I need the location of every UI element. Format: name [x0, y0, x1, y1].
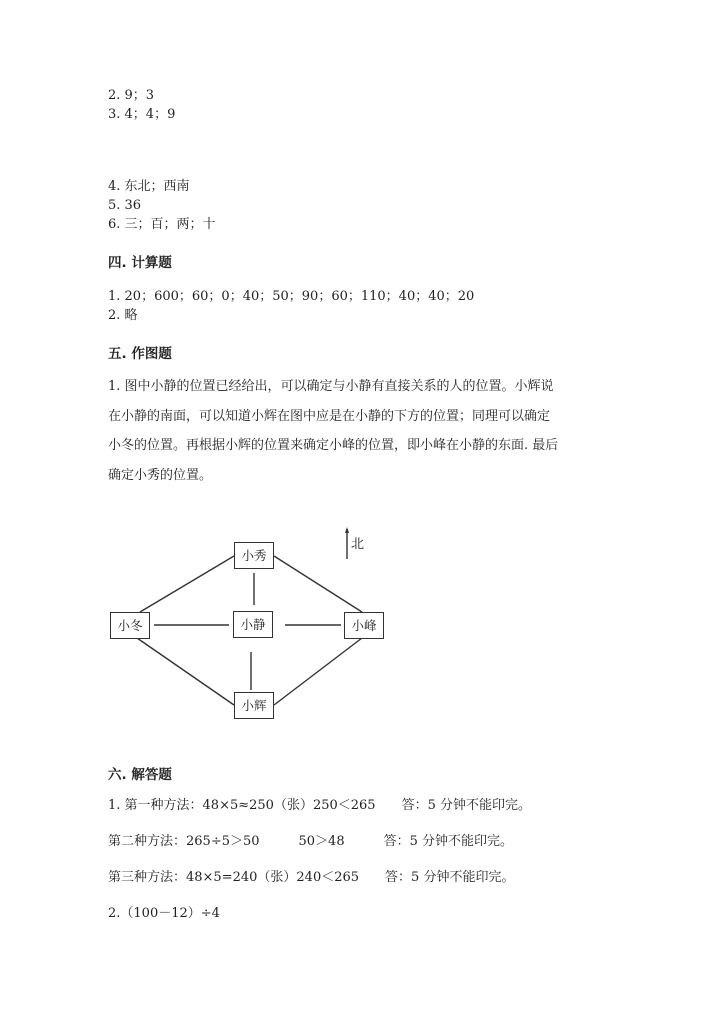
answer-4-1: 1. 20；600；60；0；40；50；90；60；110；40；40；20	[108, 289, 475, 304]
answer-6-1-method-3: 第三种方法：48×5=240（张）240＜265 答：5 分钟不能印完。	[108, 870, 515, 885]
node-xiaofeng: 小峰	[344, 612, 384, 639]
answer-3-5: 5. 36	[108, 198, 142, 213]
node-xiaohui: 小辉	[234, 692, 274, 719]
answer-4-2: 2. 略	[108, 308, 138, 323]
answer-6-2: 2.（100－12）÷4	[108, 906, 220, 921]
node-xiaodong: 小冬	[110, 612, 150, 639]
node-xiaoxiu: 小秀	[234, 542, 274, 569]
explanation-line: 1. 图中小静的位置已经给出，可以确定与小静有直接关系的人的位置。小辉说	[108, 379, 554, 394]
section-5-heading: 五. 作图题	[108, 346, 172, 362]
answer-3-2: 2. 9；3	[108, 88, 155, 103]
north-label: 北	[351, 537, 365, 552]
answer-6-1-method-1: 1. 第一种方法：48×5≈250（张）250＜265 答：5 分钟不能印完。	[108, 798, 531, 813]
explanation-line: 在小静的南面，可以知道小辉在图中应是在小静的下方的位置；同理可以确定	[108, 408, 551, 424]
explanation-line: 小冬的位置。再根据小辉的位置来确定小峰的位置，即小峰在小静的东面. 最后	[108, 438, 559, 453]
node-xiaojing: 小静	[233, 611, 273, 638]
answer-6-1-method-2: 第二种方法：265÷5＞50 50＞48 答：5 分钟不能印完。	[108, 834, 514, 849]
section-5-explanation	[108, 372, 628, 490]
section-6-heading: 六. 解答题	[108, 767, 172, 783]
answer-3-6: 6. 三；百；两；十	[108, 217, 216, 232]
answer-3-4: 4. 东北；西南	[108, 179, 190, 194]
explanation-line: 确定小秀的位置。	[108, 467, 213, 483]
section-4-heading: 四. 计算题	[108, 255, 172, 271]
answer-3-3: 3. 4；4；9	[108, 107, 176, 122]
